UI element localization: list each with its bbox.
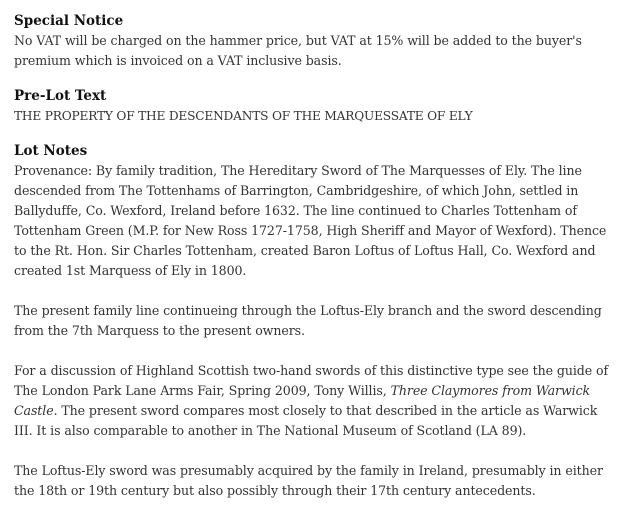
acquisition-paragraph: The Loftus-Ely sword was presumably acquired by the family in Ireland, presumably in either the 18th or 19th century but also possibly through their 17th century antecedents. [14, 463, 603, 498]
discussion-paragraph [14, 361, 614, 441]
pre-lot-heading: Pre-Lot Text [14, 88, 107, 104]
discussion-text-after: . The present sword compares most closely to that described in the article as Warwick III. It is also comparable to another in The National Museum of Scotland (LA 89). [14, 403, 598, 438]
discussion-article-title: Three Claymores from Warwick Castle [14, 383, 591, 418]
special-notice-section [14, 11, 614, 71]
lot-notes-heading: Lot Notes [14, 143, 88, 159]
special-notice-text: No VAT will be charged on the hammer price, but VAT at 15% will be added to the buyer's premium which is invoiced on a VAT inclusive basis. [14, 33, 582, 68]
pre-lot-text: THE PROPERTY OF THE DESCENDANTS OF THE MARQUESSATE OF ELY [14, 109, 473, 123]
lot-notes-section [14, 141, 614, 501]
family-line-paragraph: The present family line continueing through the Loftus-Ely branch and the sword descending from the 7th Marquess to the present owners. [14, 303, 602, 338]
special-notice-heading: Special Notice [14, 13, 124, 29]
provenance-paragraph: Provenance: By family tradition, The Hereditary Sword of The Marquesses of Ely. The line descended from The Tottenhams of Barrington, Cambridgeshire, of which John, settled in Ballyduffe, Co. Wexford, Ireland before 1632. The line continued to Charles Tottenham of Tottenham Green (M.P. for New Ross 1727-1758, High Sheriff and Mayor of Wexford). Thence to the Rt. Hon. Sir Charles Tottenham, created Baron Loftus of Loftus Hall, Co. Wexford and created 1st Marquess of Ely in 1800. [14, 163, 607, 278]
lot-details [14, 11, 614, 501]
pre-lot-section [14, 86, 614, 126]
discussion-text-before: For a discussion of Highland Scottish two-hand swords of this distinctive type see the guide of The London Park Lane Arms Fair, Spring 2009, Tony Willis, [14, 363, 609, 398]
